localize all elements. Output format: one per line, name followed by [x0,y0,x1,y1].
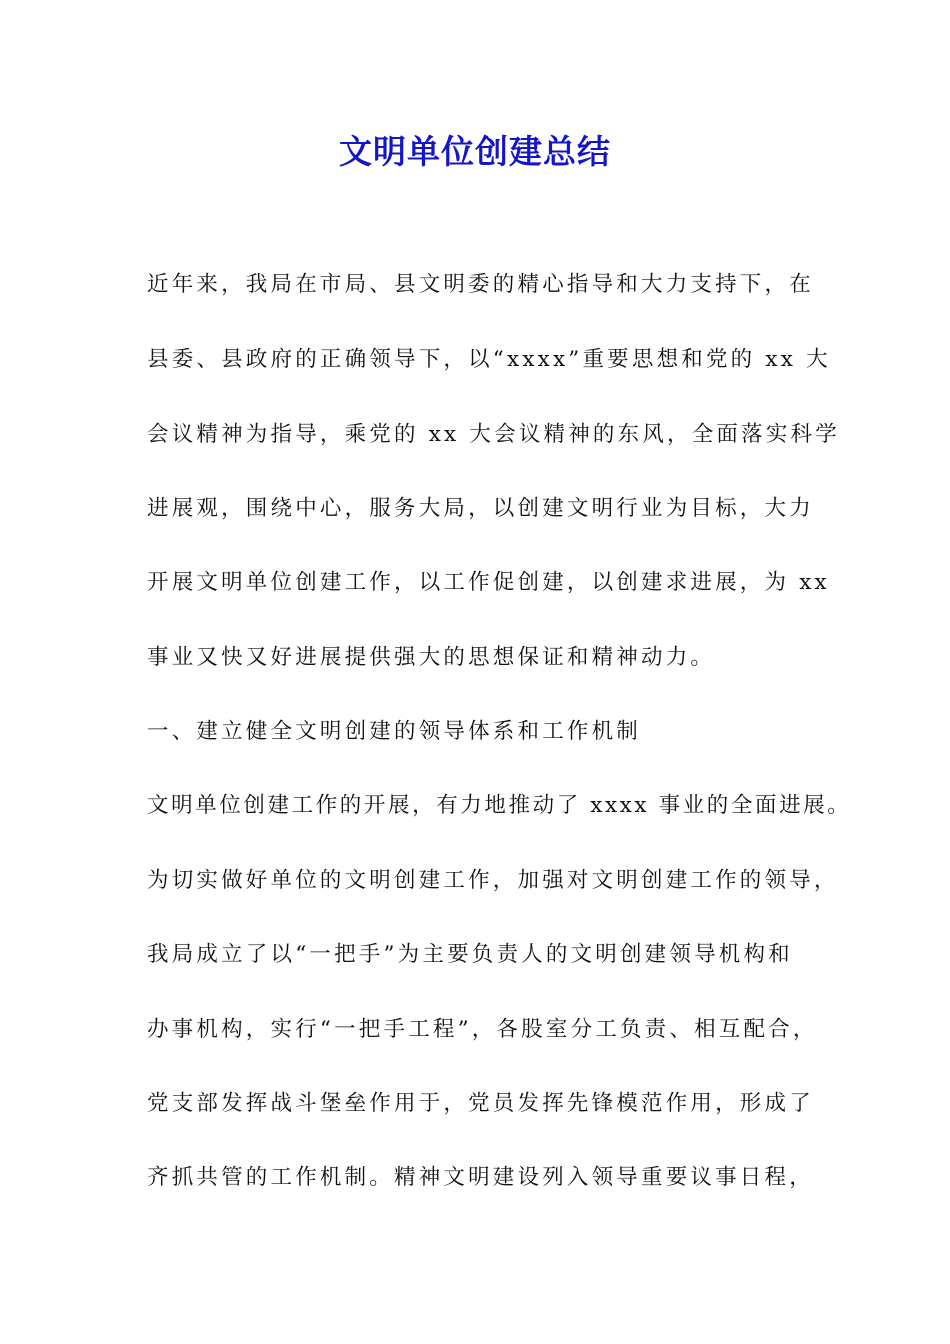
paragraph-line: 文明单位创建工作的开展，有力地推动了 xxxx 事业的全面进展。 [147,793,852,818]
paragraph-line: 会议精神为指导，乘党的 xx 大会议精神的东风，全面落实科学 [147,422,840,447]
paragraph-line: 党支部发挥战斗堡垒作用于，党员发挥先锋模范作用，形成了 [147,1091,814,1116]
paragraph-line: 齐抓共管的工作机制。精神文明建设列入领导重要议事日程， [147,1165,814,1190]
paragraph-line: 进展观，围绕中心，服务大局，以创建文明行业为目标，大力 [147,496,814,521]
paragraph-line: 近年来，我局在市局、县文明委的精心指导和大力支持下，在 [147,272,814,297]
paragraph-line: 事业又快又好进展提供强大的思想保证和精神动力。 [147,645,716,670]
section-heading: 一、建立健全文明创建的领导体系和工作机制 [147,719,642,744]
paragraph-line: 县委、县政府的正确领导下，以“xxxx”重要思想和党的 xx 大 [147,347,831,372]
paragraph-line: 我局成立了以“一把手”为主要负责人的文明创建领导机构和 [147,942,793,967]
document-title: 文明单位创建总结 [339,132,611,171]
paragraph-line: 开展文明单位创建工作，以工作促创建，以创建求进展，为 xx [147,570,830,595]
paragraph-line: 为切实做好单位的文明创建工作，加强对文明创建工作的领导， [147,868,839,893]
paragraph-line: 办事机构，实行“一把手工程”，各股室分工负责、相互配合， [147,1017,818,1042]
